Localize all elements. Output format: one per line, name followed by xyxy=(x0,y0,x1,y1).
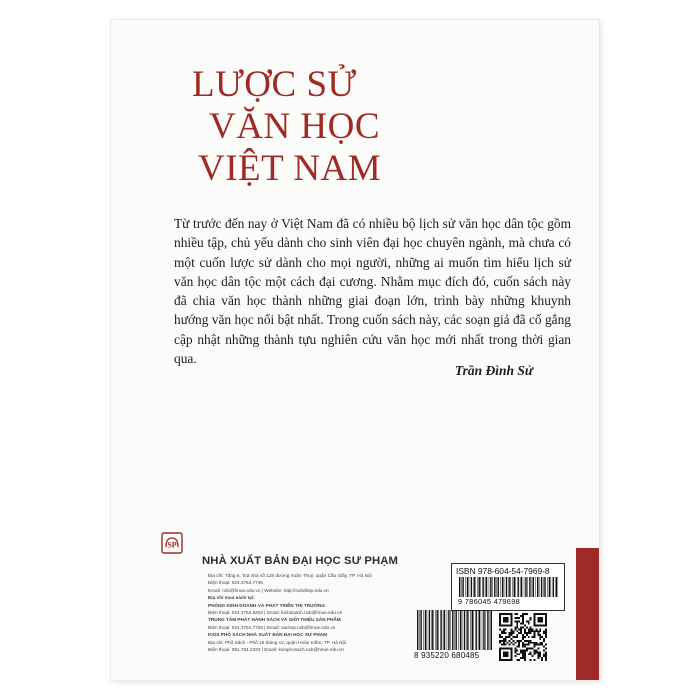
barcode-bar xyxy=(541,577,542,597)
barcode-bar xyxy=(429,610,430,650)
barcode-bar xyxy=(536,577,537,597)
qr-code-icon xyxy=(499,613,547,661)
author-signature: Trần Đình Sử xyxy=(454,363,533,378)
barcode-bar xyxy=(417,610,418,650)
barcode-bar xyxy=(516,577,517,597)
barcode-bar xyxy=(527,577,528,597)
barcode-bar xyxy=(555,577,556,597)
barcode-bar xyxy=(452,610,453,650)
barcode-bar xyxy=(483,610,484,650)
barcode-bar xyxy=(525,577,526,597)
barcode-bar xyxy=(494,577,495,597)
barcode-bar xyxy=(487,610,488,650)
barcode-bar xyxy=(460,610,461,650)
barcode-bar xyxy=(450,610,451,650)
barcode-bar xyxy=(547,577,548,597)
barcode-bar xyxy=(462,610,463,650)
barcode-bar xyxy=(479,577,480,597)
barcode-bar xyxy=(448,610,449,650)
contact-line: Địa chỉ: Tầng 6, Toà nhà số 128 đường Xuân Thuỷ, quận Cầu Giấy, TP. Hà Nội xyxy=(208,573,372,578)
barcode-bar xyxy=(556,577,557,597)
barcode-bar xyxy=(509,577,510,597)
barcode-bar xyxy=(459,577,460,597)
barcode-bar xyxy=(512,577,513,597)
svg-text:SP: SP xyxy=(167,540,177,550)
contact-line: Địa chỉ mua sách tại: xyxy=(208,595,255,601)
barcode-bar xyxy=(466,610,467,650)
book-title xyxy=(192,64,381,190)
barcode-bar xyxy=(504,577,505,597)
barcode-bar xyxy=(435,610,436,650)
barcode-bar xyxy=(471,577,472,597)
barcode-bar xyxy=(456,610,457,650)
barcode-bar xyxy=(497,577,498,597)
barcode-bar xyxy=(489,577,490,597)
barcode-bar xyxy=(480,577,481,597)
barcode-bar xyxy=(551,577,552,597)
title-line-1: LƯỢC SỬ xyxy=(192,64,357,105)
barcode-bar xyxy=(473,577,474,597)
barcode-bar xyxy=(458,610,459,650)
barcode-bar xyxy=(482,610,483,650)
contact-line: Điện thoại: 091.754.2333 | Email: kiosphosach.nxb@hnue.edu.vn xyxy=(208,647,345,653)
barcode-bar xyxy=(524,577,525,597)
barcode-bar xyxy=(498,577,499,597)
barcode-bar xyxy=(431,610,432,650)
publisher-contacts xyxy=(208,572,448,653)
contact-line: Điện thoại: 024.3754.7735 xyxy=(208,580,263,586)
barcode-bar xyxy=(514,577,515,597)
barcode-bar xyxy=(485,610,486,650)
barcode-bar xyxy=(467,610,468,650)
barcode-bar xyxy=(470,610,471,650)
barcode-bar xyxy=(469,577,470,597)
barcode-bar xyxy=(490,577,491,597)
barcode-bar xyxy=(455,610,456,650)
barcode-bar xyxy=(533,577,534,597)
barcode-bar xyxy=(521,577,522,597)
isbn-digits: 9 786045 479698 xyxy=(458,597,521,606)
barcode-bar xyxy=(447,610,448,650)
barcode-bar xyxy=(490,610,491,650)
barcode-bar xyxy=(465,577,466,597)
blurb-text: Từ trước đến nay ở Việt Nam đã có nhiều bộ lịch sử văn học dân tộc gồm nhiều tập, chủ yếu dành cho sinh viên đại học chuyên ngành, mà chưa có một cuốn lược sử dành cho mọi người, những ai muốn tìm hiểu lịch sử văn học dân tộc một cách đại cương. Nhằm mục đích đó, cuốn sách này đã chia văn học thành những giai đoạn lớn, trình bày những khuynh hướng văn học nổi bật nhất. Trong cuốn sách này, các soạn giả đã cố gắng cập nhật những thành tựu nghiên cứu văn học mới nhất trong thời gian qua. xyxy=(174,216,571,367)
publisher-logo-icon xyxy=(161,532,183,554)
barcode-bar xyxy=(440,610,441,650)
barcode-bar xyxy=(476,610,477,650)
barcode-bar xyxy=(467,577,468,597)
barcode-bar xyxy=(462,577,463,597)
ean-barcode xyxy=(416,610,494,650)
contact-line: Điện thoại: 024.3754.9202 | Email: kinhdoanh.nxb@hnue.edu.vn xyxy=(208,610,343,616)
barcode-bar xyxy=(464,610,465,650)
barcode-bar xyxy=(438,610,439,650)
barcode-bar xyxy=(486,577,487,597)
ean-digits: 8 935220 680485 xyxy=(414,651,480,660)
contact-line: KIOS PHỐ SÁCH NHÀ XUẤT BẢN ĐẠI HỌC SƯ PHẠM xyxy=(208,632,327,638)
barcode-bar xyxy=(500,577,501,597)
barcode-bar xyxy=(432,610,433,650)
barcode-bar xyxy=(472,610,473,650)
contact-line: Email: nxb@hnue.edu.vn | Website: http://nxbdhsp.edu.vn xyxy=(208,587,329,593)
barcode-bar xyxy=(443,610,444,650)
barcode-bar xyxy=(461,577,462,597)
barcode-bar xyxy=(549,577,550,597)
barcode-bar xyxy=(492,577,493,597)
barcode-bar xyxy=(479,610,480,650)
title-line-3: VIỆT NAM xyxy=(198,148,382,189)
barcode-bar xyxy=(485,577,486,597)
barcode-bar xyxy=(532,577,533,597)
contact-line: PHÒNG KINH DOANH VÀ PHÁT TRIỂN THỊ TRƯỜNG xyxy=(208,602,326,608)
barcode-bar xyxy=(437,610,438,650)
publisher-name: NHÀ XUẤT BẢN ĐẠI HỌC SƯ PHẠM xyxy=(202,555,399,567)
barcode-bar xyxy=(420,610,421,650)
barcode-bar xyxy=(502,577,503,597)
barcode-bar xyxy=(543,577,544,597)
spine-color-bar xyxy=(576,548,599,680)
isbn-barcode-box xyxy=(451,563,565,611)
barcode-bar xyxy=(427,610,428,650)
book-back-cover xyxy=(111,20,599,680)
barcode-bar xyxy=(520,577,521,597)
barcode-bar xyxy=(474,577,475,597)
barcode-bar xyxy=(544,577,545,597)
isbn-label: ISBN 978-604-54-7969-8 xyxy=(456,566,550,576)
barcode-bar xyxy=(423,610,424,650)
barcode-bar xyxy=(478,610,479,650)
barcode-bar xyxy=(537,577,538,597)
barcode-bar xyxy=(506,577,507,597)
barcode-bar xyxy=(477,577,478,597)
title-line-2: VĂN HỌC xyxy=(209,106,381,147)
ean-barcode-box xyxy=(414,610,497,666)
contact-line: TRUNG TÂM PHÁT HÀNH SÁCH VÀ GIỚI THIỆU SẢN PHẨM xyxy=(208,617,341,623)
barcode-bar xyxy=(539,577,540,597)
contact-line: Điện thoại: 024.3754.7708 | Email: sachsp.nxb@hnue.edu.vn xyxy=(208,624,336,630)
barcode-bar xyxy=(425,610,426,650)
barcode-bar xyxy=(553,577,554,597)
barcode-bar xyxy=(491,610,492,650)
barcode-bar xyxy=(474,610,475,650)
isbn-barcode xyxy=(458,577,558,597)
barcode-bar xyxy=(518,577,519,597)
barcode-bar xyxy=(482,577,483,597)
barcode-bar xyxy=(529,577,530,597)
barcode-bar xyxy=(508,577,509,597)
barcode-bar xyxy=(419,610,420,650)
contact-line: Địa chỉ: Phố Sách - Phố 19 tháng 12, quận Hoàn Kiếm, TP. Hà Nội xyxy=(208,639,347,645)
barcode-bar xyxy=(444,610,445,650)
